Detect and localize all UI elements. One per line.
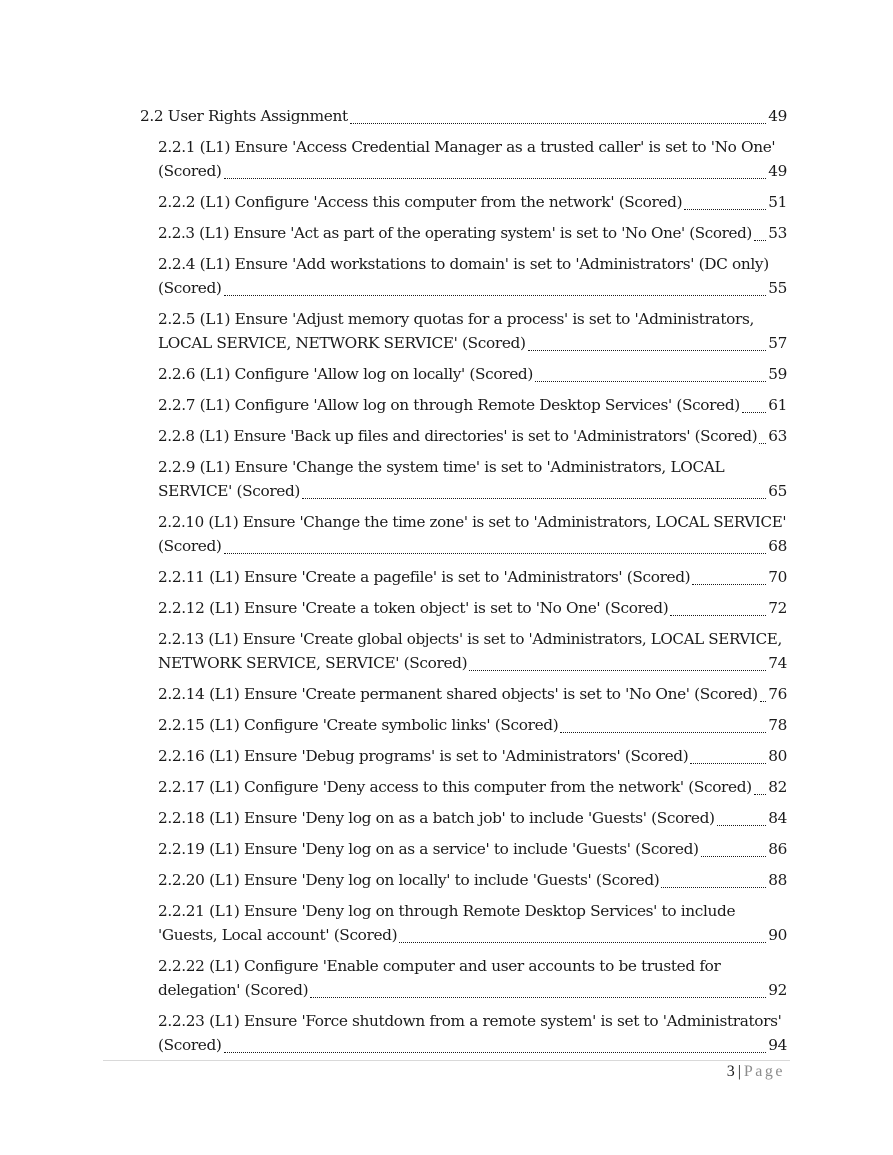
toc-entry[interactable] <box>158 837 787 861</box>
toc-entry[interactable] <box>158 775 787 799</box>
toc-entry[interactable] <box>158 596 787 620</box>
toc-entry[interactable] <box>158 307 787 355</box>
toc-entry-title-line: 2.2.1 (L1) Ensure 'Access Credential Manager as a trusted caller' is set to 'No One' <box>158 138 776 156</box>
toc-entry-label: (Scored) <box>158 537 222 555</box>
toc-page-number: 49 <box>768 162 787 180</box>
toc-entry[interactable] <box>158 713 787 737</box>
toc-entry[interactable] <box>158 1009 787 1057</box>
toc-page-number: 72 <box>768 599 787 617</box>
toc-entry-label: 2.2.12 (L1) Ensure 'Create a token object' is set to 'No One' (Scored) <box>158 599 669 617</box>
dot-leader <box>690 748 766 764</box>
toc-page-number: 90 <box>768 926 787 944</box>
toc-entry-leader-line <box>158 534 787 558</box>
toc-page-number: 51 <box>768 193 787 211</box>
toc-entry-label: SERVICE' (Scored) <box>158 482 301 500</box>
toc-entry-leader-line <box>158 596 787 620</box>
toc-entry[interactable] <box>140 104 787 128</box>
dot-leader <box>224 538 767 554</box>
toc-entry-leader-line <box>158 331 787 355</box>
toc-page-number: 68 <box>768 537 787 555</box>
toc-entry-label: 'Guests, Local account' (Scored) <box>158 926 398 944</box>
toc-entry-label: 2.2.8 (L1) Ensure 'Back up files and directories' is set to 'Administrators' (Scored) <box>158 427 758 445</box>
toc-entry[interactable] <box>158 954 787 1002</box>
toc-entry-leader-line <box>158 479 787 503</box>
dot-leader <box>760 686 767 702</box>
dot-leader <box>224 1037 767 1053</box>
dot-leader <box>528 335 767 351</box>
footer-divider <box>103 1060 790 1061</box>
toc-entry-title-line: 2.2.22 (L1) Configure 'Enable computer and user accounts to be trusted for <box>158 957 721 975</box>
toc-entry-leader-line <box>158 221 787 245</box>
toc-entry-leader-line <box>158 775 787 799</box>
toc-entry-leader-line <box>158 651 787 675</box>
toc-entry[interactable] <box>158 135 787 183</box>
toc-entry-label: 2.2 User Rights Assignment <box>140 107 348 125</box>
toc-entry-label: 2.2.14 (L1) Ensure 'Create permanent shared objects' is set to 'No One' (Scored) <box>158 685 758 703</box>
toc-entry-leader-line <box>158 923 787 947</box>
toc-entry[interactable] <box>158 190 787 214</box>
toc-entry-label: 2.2.6 (L1) Configure 'Allow log on locally' (Scored) <box>158 365 533 383</box>
toc-entry-leader-line <box>158 159 787 183</box>
toc-entry-leader-line <box>158 978 787 1002</box>
toc-page-number: 59 <box>768 365 787 383</box>
toc-entry-label: 2.2.11 (L1) Ensure 'Create a pagefile' is set to 'Administrators' (Scored) <box>158 568 691 586</box>
toc-entry[interactable] <box>158 424 787 448</box>
toc-entry[interactable] <box>158 744 787 768</box>
toc-page-number: 61 <box>768 396 787 414</box>
toc-entry-leader-line <box>158 190 787 214</box>
toc-entry[interactable] <box>158 627 787 675</box>
toc-page-number: 84 <box>768 809 787 827</box>
toc-entry[interactable] <box>158 806 787 830</box>
toc-entry[interactable] <box>158 252 787 300</box>
toc-entry-label: (Scored) <box>158 279 222 297</box>
dot-leader <box>684 194 766 210</box>
toc-page-number: 80 <box>768 747 787 765</box>
page-word: Page <box>743 1063 785 1080</box>
toc-entry-title-line: 2.2.4 (L1) Ensure 'Add workstations to domain' is set to 'Administrators' (DC only) <box>158 255 769 273</box>
toc-entry-label: 2.2.19 (L1) Ensure 'Deny log on as a service' to include 'Guests' (Scored) <box>158 840 699 858</box>
toc-entry-title-line: 2.2.21 (L1) Ensure 'Deny log on through Remote Desktop Services' to include <box>158 902 736 920</box>
dot-leader <box>754 225 766 241</box>
dot-leader <box>224 163 767 179</box>
toc-entry-label: delegation' (Scored) <box>158 981 309 999</box>
toc-page-number: 70 <box>768 568 787 586</box>
dot-leader <box>399 927 766 943</box>
toc-entry-title-line: 2.2.13 (L1) Ensure 'Create global objects' is set to 'Administrators, LOCAL SERVICE, <box>158 630 782 648</box>
dot-leader <box>661 872 766 888</box>
toc-entry-leader-line <box>158 276 787 300</box>
toc-page-number: 74 <box>768 654 787 672</box>
toc-entry-title-line: 2.2.10 (L1) Ensure 'Change the time zone' is set to 'Administrators, LOCAL SERVICE' <box>158 513 787 531</box>
toc-page-number: 49 <box>768 107 787 125</box>
toc-page-number: 53 <box>768 224 787 242</box>
toc-entry-leader-line <box>140 104 787 128</box>
dot-leader <box>302 483 766 499</box>
toc-entry-leader-line <box>158 393 787 417</box>
dot-leader <box>350 108 766 124</box>
toc-entry-leader-line <box>158 744 787 768</box>
toc-page-number: 94 <box>768 1036 787 1054</box>
toc-page-number: 86 <box>768 840 787 858</box>
toc-entry-leader-line <box>158 837 787 861</box>
toc-page-number: 55 <box>768 279 787 297</box>
dot-leader <box>701 841 767 857</box>
dot-leader <box>560 717 766 733</box>
dot-leader <box>717 810 767 826</box>
toc-entry-label: 2.2.2 (L1) Configure 'Access this computer from the network' (Scored) <box>158 193 683 211</box>
toc-entry-title-line: 2.2.5 (L1) Ensure 'Adjust memory quotas for a process' is set to 'Administrators, <box>158 310 754 328</box>
toc-entry[interactable] <box>158 362 787 386</box>
toc-entry-leader-line <box>158 806 787 830</box>
toc-entry-label: NETWORK SERVICE, SERVICE' (Scored) <box>158 654 468 672</box>
dot-leader <box>469 655 766 671</box>
toc-entry-leader-line <box>158 713 787 737</box>
toc-entry-label: 2.2.17 (L1) Configure 'Deny access to this computer from the network' (Scored) <box>158 778 752 796</box>
dot-leader <box>224 280 767 296</box>
dot-leader <box>692 569 766 585</box>
dot-leader <box>310 982 766 998</box>
toc-entry-label: (Scored) <box>158 162 222 180</box>
toc-page-number: 76 <box>768 685 787 703</box>
toc-entry-leader-line <box>158 362 787 386</box>
dot-leader <box>742 397 766 413</box>
toc-page-number: 88 <box>768 871 787 889</box>
toc-entry[interactable] <box>158 510 787 558</box>
toc-entry[interactable] <box>158 393 787 417</box>
toc-page-number: 65 <box>768 482 787 500</box>
toc-page-number: 63 <box>768 427 787 445</box>
toc-entry-label: 2.2.15 (L1) Configure 'Create symbolic links' (Scored) <box>158 716 559 734</box>
toc-entry-title-line: 2.2.9 (L1) Ensure 'Change the system time' is set to 'Administrators, LOCAL <box>158 458 725 476</box>
toc-entry-leader-line <box>158 424 787 448</box>
toc-page-number: 92 <box>768 981 787 999</box>
toc-entry[interactable] <box>158 565 787 589</box>
dot-leader <box>670 600 766 616</box>
toc-entry-label: 2.2.18 (L1) Ensure 'Deny log on as a batch job' to include 'Guests' (Scored) <box>158 809 715 827</box>
toc-entry-leader-line <box>158 1033 787 1057</box>
toc-page-number: 78 <box>768 716 787 734</box>
toc-entry-label: LOCAL SERVICE, NETWORK SERVICE' (Scored) <box>158 334 526 352</box>
toc-entry-leader-line <box>158 682 787 706</box>
toc-entry[interactable] <box>158 868 787 892</box>
toc-entry[interactable] <box>158 682 787 706</box>
page-footer <box>727 1063 785 1081</box>
dot-leader <box>759 428 766 444</box>
toc-entry[interactable] <box>158 455 787 503</box>
toc-entry-label: 2.2.16 (L1) Ensure 'Debug programs' is set to 'Administrators' (Scored) <box>158 747 689 765</box>
toc-entry-label: (Scored) <box>158 1036 222 1054</box>
toc-entry-title-line: 2.2.23 (L1) Ensure 'Force shutdown from a remote system' is set to 'Administrators' <box>158 1012 782 1030</box>
page-number: 3 <box>726 1063 735 1080</box>
toc-entry-leader-line <box>158 868 787 892</box>
dot-leader <box>754 779 766 795</box>
toc-entry-label: 2.2.7 (L1) Configure 'Allow log on through Remote Desktop Services' (Scored) <box>158 396 740 414</box>
toc-entry-leader-line <box>158 565 787 589</box>
toc-page-number: 57 <box>768 334 787 352</box>
toc-entry-label: 2.2.20 (L1) Ensure 'Deny log on locally' to include 'Guests' (Scored) <box>158 871 660 889</box>
dot-leader <box>535 366 766 382</box>
toc-page-number: 82 <box>768 778 787 796</box>
footer-separator: | <box>737 1063 741 1080</box>
toc-entry-label: 2.2.3 (L1) Ensure 'Act as part of the operating system' is set to 'No One' (Scored) <box>158 224 752 242</box>
toc-entry[interactable] <box>158 221 787 245</box>
toc-entry[interactable] <box>158 899 787 947</box>
